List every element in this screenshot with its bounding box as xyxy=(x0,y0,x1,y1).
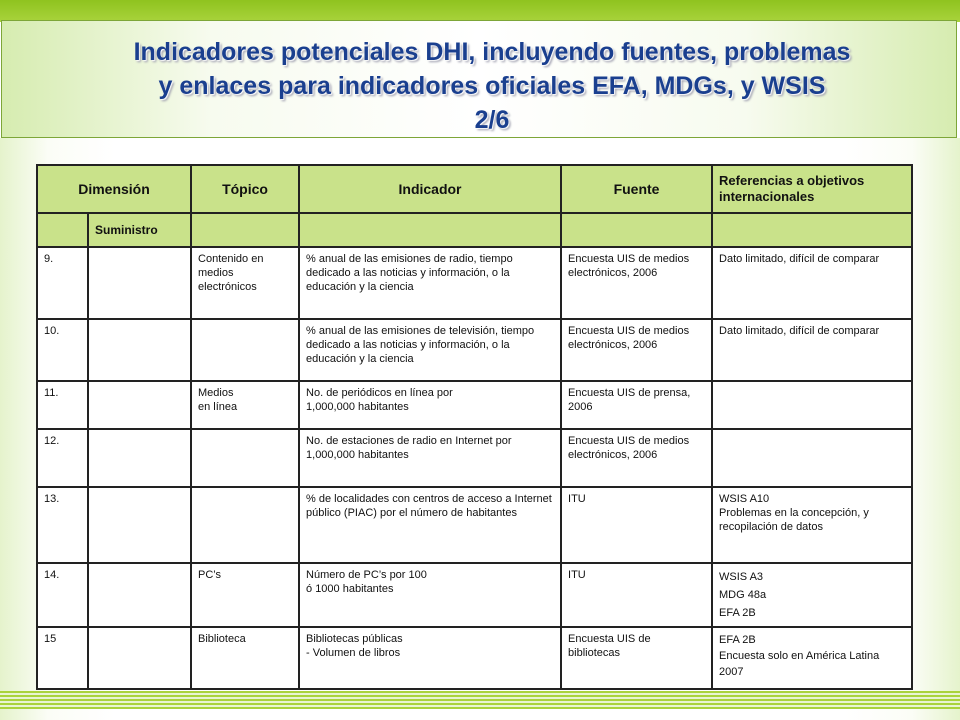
slide-title xyxy=(42,35,942,137)
row-reference xyxy=(712,429,912,487)
subheader-supply: Suministro xyxy=(88,213,191,247)
title-line-3: 2/6 xyxy=(474,106,510,134)
row-topic xyxy=(191,487,299,563)
row-indicator-line: No. de periódicos en línea por xyxy=(306,387,453,399)
row-reference-line: WSIS A10 xyxy=(719,493,770,505)
row-indicator-line: Bibliotecas públicas xyxy=(306,633,403,645)
table-row xyxy=(37,381,912,429)
row-number: 14. xyxy=(37,563,88,627)
row-reference xyxy=(712,381,912,429)
row-indicator: No. de estaciones de radio en Internet por 1,000,000 habitantes xyxy=(299,429,561,487)
indicators-table xyxy=(36,164,913,690)
row-source: Encuesta UIS de bibliotecas xyxy=(561,627,712,689)
row-indicator-line: - Volumen de libros xyxy=(306,647,401,659)
row-topic xyxy=(191,429,299,487)
row-number: 12. xyxy=(37,429,88,487)
header-source: Fuente xyxy=(561,165,712,213)
row-source: Encuesta UIS de prensa, 2006 xyxy=(561,381,712,429)
row-reference: Dato limitado, difícil de comparar xyxy=(712,319,912,381)
row-topic xyxy=(191,381,299,429)
table-row xyxy=(37,319,912,381)
row-reference-line: EFA 2B xyxy=(719,607,756,619)
row-reference: Dato limitado, difícil de comparar xyxy=(712,247,912,319)
row-number: 11. xyxy=(37,381,88,429)
row-reference xyxy=(712,627,912,689)
row-indicator: % anual de las emisiones de radio, tiempo dedicado a las noticias y información, o la educación y la ciencia xyxy=(299,247,561,319)
row-reference-line: EFA 2B xyxy=(719,634,756,646)
row-source: ITU xyxy=(561,487,712,563)
row-indicator: % anual de las emisiones de televisión, tiempo dedicado a las noticias y información, o la educación y la ciencia xyxy=(299,319,561,381)
table-row xyxy=(37,563,912,627)
row-reference-line: MDG 48a xyxy=(719,589,767,601)
row-number: 15 xyxy=(37,627,88,689)
top-accent-band xyxy=(0,0,960,22)
row-indicator-line: Número de PC’s por 100 xyxy=(306,569,427,581)
row-topic-line: Medios xyxy=(198,387,234,399)
row-reference xyxy=(712,563,912,627)
row-indicator xyxy=(299,563,561,627)
row-indicator xyxy=(299,381,561,429)
row-reference-line: Encuesta solo en América Latina 2007 xyxy=(719,650,880,678)
subheader-empty-cell xyxy=(37,213,88,247)
table-row xyxy=(37,627,912,689)
row-topic xyxy=(191,319,299,381)
row-reference-line: WSIS A3 xyxy=(719,571,764,583)
row-number: 10. xyxy=(37,319,88,381)
header-indicator: Indicador xyxy=(299,165,561,213)
row-indicator: % de localidades con centros de acceso a Internet público (PIAC) por el número de habitantes xyxy=(299,487,561,563)
table-row xyxy=(37,247,912,319)
row-source: Encuesta UIS de medios electrónicos, 2006 xyxy=(561,319,712,381)
row-number: 9. xyxy=(37,247,88,319)
row-source: ITU xyxy=(561,563,712,627)
title-banner xyxy=(1,20,957,138)
row-topic: PC’s xyxy=(191,563,299,627)
row-topic: Biblioteca xyxy=(191,627,299,689)
header-references: Referencias a objetivos internacionales xyxy=(712,165,912,213)
row-reference-line: Problemas en la concepción, y recopilación de datos xyxy=(719,507,869,533)
header-dimension: Dimensión xyxy=(37,165,191,213)
row-indicator-line: 1,000,000 habitantes xyxy=(306,401,409,413)
row-number: 13. xyxy=(37,487,88,563)
row-indicator-line: ó 1000 habitantes xyxy=(306,583,394,595)
row-reference xyxy=(712,487,912,563)
table-row xyxy=(37,487,912,563)
row-source: Encuesta UIS de medios electrónicos, 2006 xyxy=(561,247,712,319)
row-topic-line: en línea xyxy=(198,401,238,413)
table-row xyxy=(37,429,912,487)
title-line-2: y enlaces para indicadores oficiales EFA, MDGs, y WSIS xyxy=(158,72,826,100)
row-topic: Contenido en medios electrónicos xyxy=(191,247,299,319)
bottom-accent-lines xyxy=(0,691,960,709)
title-line-1: Indicadores potenciales DHI, incluyendo fuentes, problemas xyxy=(133,38,851,66)
subheader-row xyxy=(37,213,912,247)
table-header-row xyxy=(37,165,912,213)
row-source: Encuesta UIS de medios electrónicos, 2006 xyxy=(561,429,712,487)
header-topic: Tópico xyxy=(191,165,299,213)
row-indicator xyxy=(299,627,561,689)
